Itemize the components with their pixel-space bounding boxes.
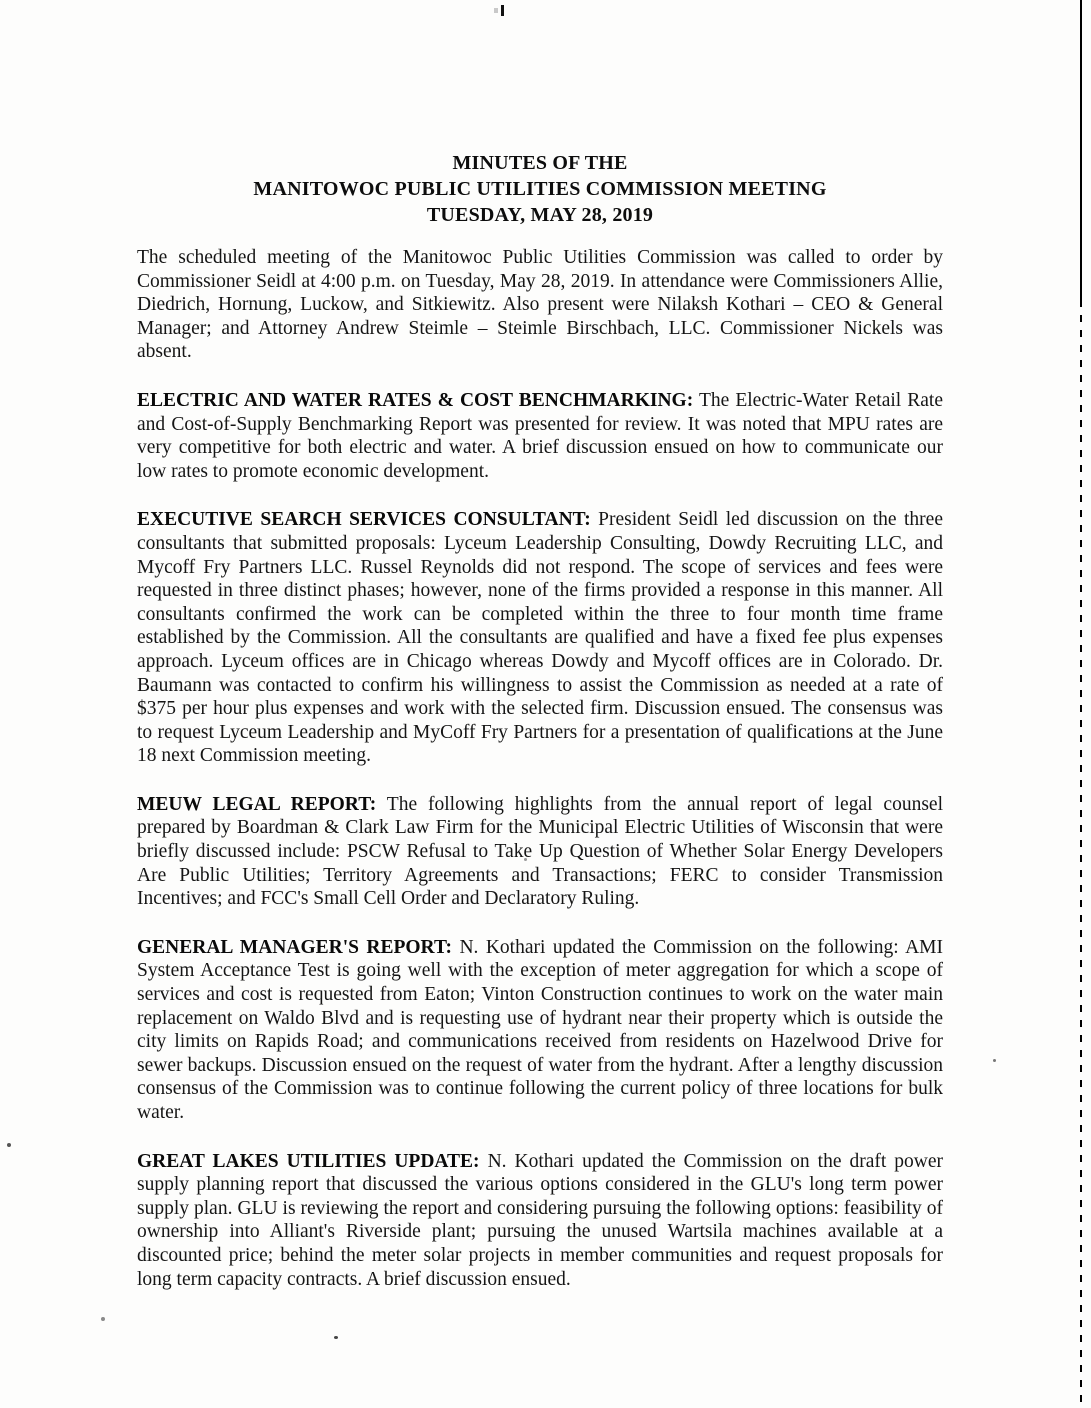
section-heading-electric-water-rates: ELECTRIC AND WATER RATES & COST BENCHMARKING: [137, 389, 694, 411]
intro-paragraph [137, 246, 943, 364]
scan-artifact-speck [101, 1317, 105, 1321]
section-heading-executive-search-consultant: EXECUTIVE SEARCH SERVICES CONSULTANT: [137, 509, 591, 531]
section-body-executive-search-consultant: President Seidl led discussion on the three consultants that submitted proposals: Lyceum Leadership Consulting, Dowdy Recruiting LLC, and Mycoff Fry Partners LLC. Russel Reynolds did not respond. The scope of services and fees were requested in three distinct phases; however, none of the firms provided a response in this manner. All consultants confirmed the work can be completed within the three to four month time frame established by the Commission. All the consultants are qualified and have a fixed fee plus expenses approach. Lyceum offices are in Chicago whereas Dowdy and Mycoff offices are in Colorado. Dr. Baumann was contacted to confirm his willingness to assist the Commission as needed at a rate of $375 per hour plus expenses and work with the selected firm. Discussion ensued. The consensus was to request Lyceum Leadership and MyCoff Fry Partners for a presentation of qualifications at the June 18 next Commission meeting. [137, 509, 943, 767]
section-general-managers-report [137, 936, 943, 1125]
section-body-general-managers-report: N. Kothari updated the Commission on the following: AMI System Acceptance Test is going well with the exception of meter aggregation for which a scope of services and cost is requested from Eaton; Vinton Construction continues to work on the water main replacement on Waldo Blvd and is requesting use of hydrant near their property which is outside the city limits on Rapids Road; and communications received from residents on Hazelwood Drive for sewer backups. Discussion ensued on the request of water from the hydrant. After a lengthy discussion consensus of the Commission was to continue following the current policy of three locations for bulk water. [137, 936, 943, 1123]
scan-artifact-speck [7, 1143, 11, 1147]
section-electric-water-rates [137, 389, 943, 483]
document-content [137, 150, 943, 1291]
document-title [137, 150, 943, 228]
section-heading-meuw-legal-report: MEUW LEGAL REPORT: [137, 793, 377, 815]
intro-text: The scheduled meeting of the Manitowoc Public Utilities Commission was called to order by Commissioner Seidl at 4:00 p.m. on Tuesday, May 28, 2019. In attendance were Commissioners Allie, Diedrich, Hornung, Luckow, and Sitkiewitz. Also present were Nilaksh Kothari – CEO & General Manager; and Attorney Andrew Steimle – Steimle Birschbach, LLC. Commissioner Nickels was absent. [137, 247, 943, 363]
scan-artifact-right-edge-line [1080, 0, 1082, 1408]
scan-artifact-speck [993, 1059, 996, 1062]
scan-artifact-speck [334, 1336, 338, 1339]
title-line-date: TUESDAY, MAY 28, 2019 [426, 204, 654, 226]
section-heading-general-managers-report: GENERAL MANAGER'S REPORT: [137, 936, 453, 958]
section-body-meuw-legal-report: The following highlights from the annual report of legal counsel prepared by Boardman & Clark Law Firm for the Municipal Electric Utilities of Wisconsin that were briefly discussed include: PSCW Refusal to Take Up Question of Whether Solar Energy Developers Are Public Utilities; Territory Agreements and Transactions; FERC to consider Transmission Incentives; and FCC's Small Cell Order and Declaratory Ruling. [137, 793, 943, 910]
section-meuw-legal-report [137, 793, 943, 911]
title-line-minutes: MINUTES OF THE [452, 152, 628, 174]
section-body-electric-water-rates: The Electric-Water Retail Rate and Cost-of-Supply Benchmarking Report was presented for review. It was noted that MPU rates are very competitive for both electric and water. A brief discussion ensued on how to communicate our low rates to promote economic development. [137, 389, 943, 482]
section-heading-great-lakes-utilities-update: GREAT LAKES UTILITIES UPDATE: [137, 1150, 480, 1172]
section-great-lakes-utilities-update [137, 1150, 943, 1292]
scan-artifact-top-ghost [494, 8, 498, 13]
section-executive-search-consultant [137, 508, 943, 768]
section-body-great-lakes-utilities-update: N. Kothari updated the Commission on the draft power supply planning report that discussed the various options considered in the GLU's long term power supply plan. GLU is reviewing the report and considering pursuing the following options: feasibility of ownership into Alliant's Riverside plant; pursuing the unused Wartsila machines available at a discounted price; behind the meter solar projects in member communities and request proposals for long term capacity contracts. A brief discussion ensued. [137, 1150, 944, 1290]
scan-artifact-top-tick [501, 5, 504, 16]
title-line-commission: MANITOWOC PUBLIC UTILITIES COMMISSION MEETING [253, 178, 827, 200]
